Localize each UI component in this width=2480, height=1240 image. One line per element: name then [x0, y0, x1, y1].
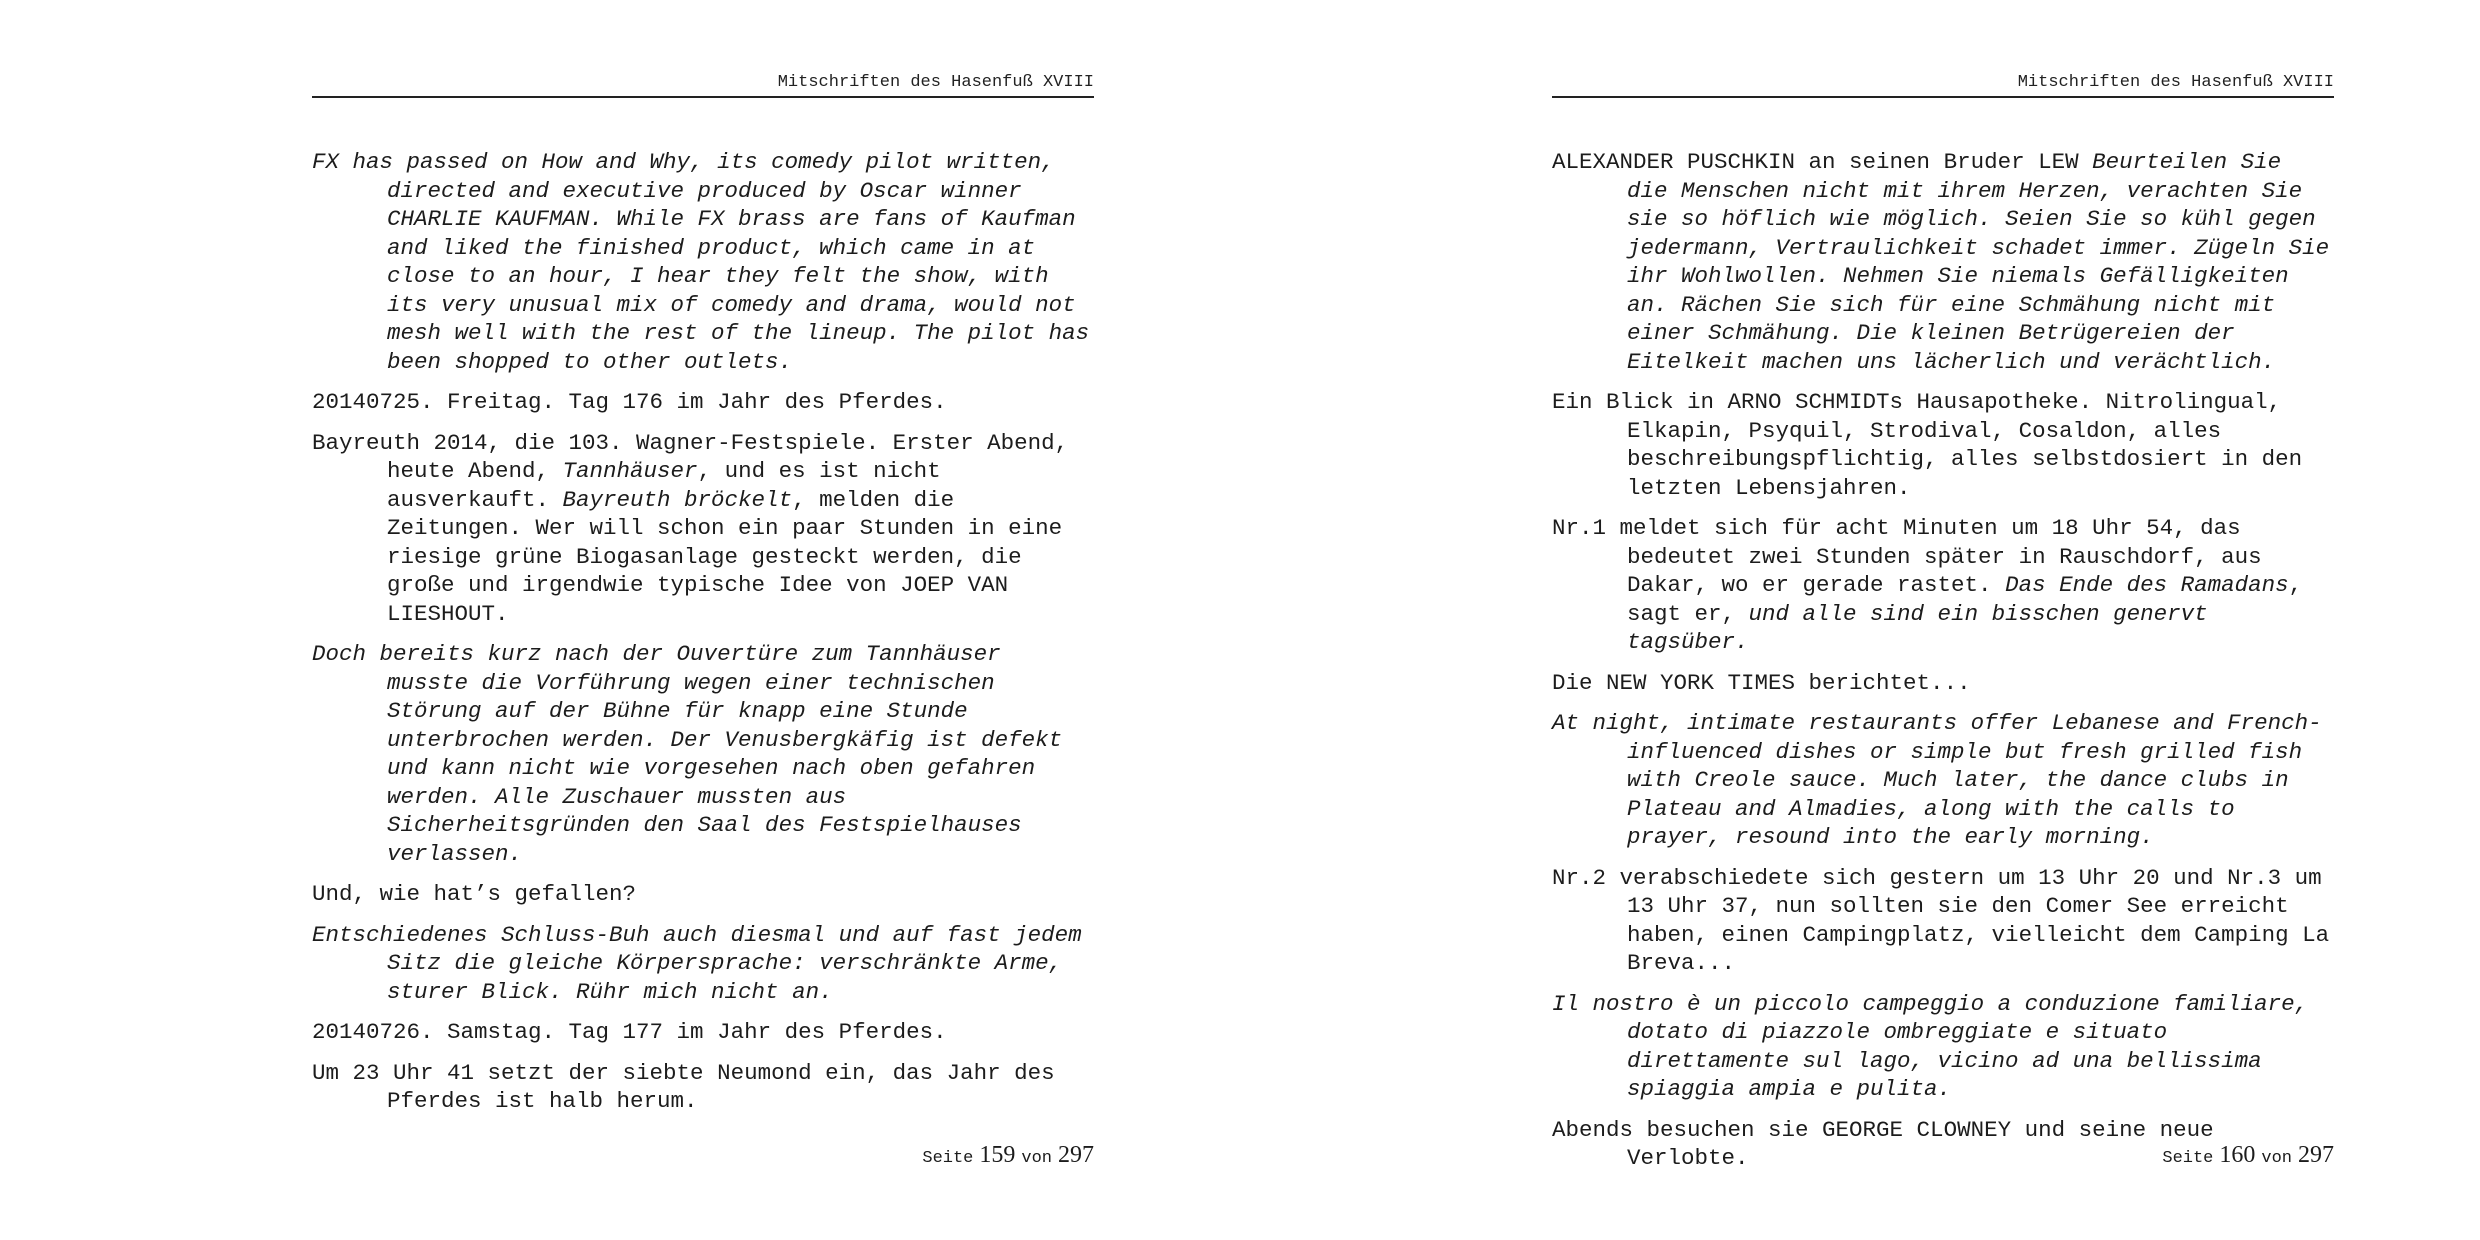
text-run-italic: Tannhäuser [562, 458, 698, 484]
page-body [1552, 148, 2334, 1185]
page-total: 297 [1058, 1142, 1094, 1168]
paragraph-italic-quote: Doch bereits kurz nach der Ouvertüre zum Tannhäuser musste die Vorführung wegen einer technischen Störung auf der Bühne für knapp eine Stunde unterbrochen werden. Der Venusbergkäfig ist defekt und kann nicht wie vorgesehen nach oben gefahren werden. Alle Zuschauer mussten aus Sicherheitsgründen den Saal des Festspielhauses verlassen. [312, 641, 1063, 867]
paragraph-text: Nr.2 verabschiedete sich gestern um 13 Uhr 20 und Nr.3 um 13 Uhr 37, nun sollten sie den Comer See erreicht haben, einen Campingplatz, vielleicht dem Camping La Breva... [1552, 864, 2330, 976]
paragraph-text: Die NEW YORK TIMES berichtet... [1552, 669, 1971, 696]
running-header: Mitschriften des Hasenfuß XVIII [312, 70, 1094, 98]
text-run-italic: Beurteilen Sie die Menschen nicht mit ihrem Herzen, verachten Sie sie so höflich wie möglich. Seien Sie so kühl gegen jedermann, Vertraulichkeit schadet immer. Zügeln Sie ihr Wohlwollen. Nehmen Sie niemals Gefälligkeiten an. Rächen Sie sich für eine Schmähung nicht mit einer Schmähung. Die kleinen Betrügereien der Eitelkeit machen uns lächerlich und verächtlich. [1627, 149, 2330, 375]
paragraph-mixed [312, 429, 1094, 629]
text-run: , melden die Zeitungen. Wer will schon ein paar Stunden in eine riesige grüne Biogasanlage gesteckt werden, die große und irgendwie typische Idee von JOEP VAN LIESHOUT. [387, 486, 1063, 627]
text-run: , sagt er, [1627, 572, 2303, 627]
text-run-italic: und alle sind ein bisschen genervt tagsüber. [1627, 600, 2208, 655]
right-page [1240, 0, 2480, 1240]
text-run: ALEXANDER PUSCHKIN an seinen Bruder LEW [1552, 149, 2093, 175]
text-run-italic: Das Ende des Ramadans [2005, 572, 2289, 598]
footer-prefix: Seite [2162, 1149, 2214, 1168]
paragraph-italic-quote: Il nostro è un piccolo campeggio a conduzione familiare, dotato di piazzole ombreggiate e situato direttamente sul lago, vicino ad una bellissima spiaggia ampia e pulita. [1552, 990, 2309, 1102]
text-run: Nr.1 meldet sich für acht Minuten um 18 Uhr 54, das bedeutet zwei Stunden später in Rauschdorf, aus Dakar, wo er gerade rastet. [1552, 515, 2262, 598]
footer-separator: von [1021, 1149, 1052, 1168]
text-run: Bayreuth 2014, die 103. Wagner-Festspiele. Erster Abend, heute Abend, [312, 429, 1069, 484]
paragraph-text: Um 23 Uhr 41 setzt der siebte Neumond ein, das Jahr des Pferdes ist halb herum. [312, 1059, 1055, 1114]
paragraph-text: Ein Blick in ARNO SCHMIDTs Hausapotheke. Nitrolingual, Elkapin, Psyquil, Strodival, Cosaldon, alles beschreibungspflichtig, alles selbstdosiert in den letzten Lebensjahren. [1552, 389, 2303, 501]
footer-separator: von [2261, 1149, 2292, 1168]
page-total: 297 [2298, 1142, 2334, 1168]
page-footer [312, 1140, 1094, 1174]
text-run-italic: Bayreuth bröckelt [562, 486, 793, 513]
page-number: 159 [979, 1142, 1016, 1168]
page-body [312, 148, 1094, 1128]
paragraph-date-entry: 20140726. Samstag. Tag 177 im Jahr des Pferdes. [312, 1019, 947, 1045]
paragraph-italic-quote: FX has passed on How and Why, its comedy pilot written, directed and executive produced by Oscar winner CHARLIE KAUFMAN. While FX brass are fans of Kaufman and liked the finished product, which came in at close to an hour, I hear they felt the show, with its very unusual mix of comedy and drama, would not mesh well with the rest of the lineup. The pilot has been shopped to other outlets. [312, 149, 1090, 375]
footer-prefix: Seite [922, 1149, 974, 1168]
page-footer [1552, 1140, 2334, 1174]
paragraph-text: Und, wie hat’s gefallen? [312, 881, 637, 907]
paragraph-text: Abends besuchen sie GEORGE CLOWNEY und seine neue Verlobte. [1552, 1116, 2214, 1171]
paragraph-mixed [1552, 514, 2334, 657]
page-number: 160 [2219, 1142, 2256, 1168]
paragraph-date-entry: 20140725. Freitag. Tag 176 im Jahr des Pferdes. [312, 389, 947, 415]
paragraph-mixed [1552, 148, 2334, 376]
paragraph-italic-quote: At night, intimate restaurants offer Lebanese and French-influenced dishes or simple but fresh grilled fish with Creole sauce. Much later, the dance clubs in Plateau and Almadies, along with the calls to prayer, resound into the early morning. [1552, 710, 2322, 850]
running-header: Mitschriften des Hasenfuß XVIII [1552, 70, 2334, 98]
text-run: , und es ist nicht ausverkauft. [387, 458, 941, 513]
paragraph-italic-quote: Entschiedenes Schluss-Buh auch diesmal und auf fast jedem Sitz die gleiche Körpersprache: verschränkte Arme, sturer Blick. Rühr mich nicht an. [312, 921, 1082, 1005]
